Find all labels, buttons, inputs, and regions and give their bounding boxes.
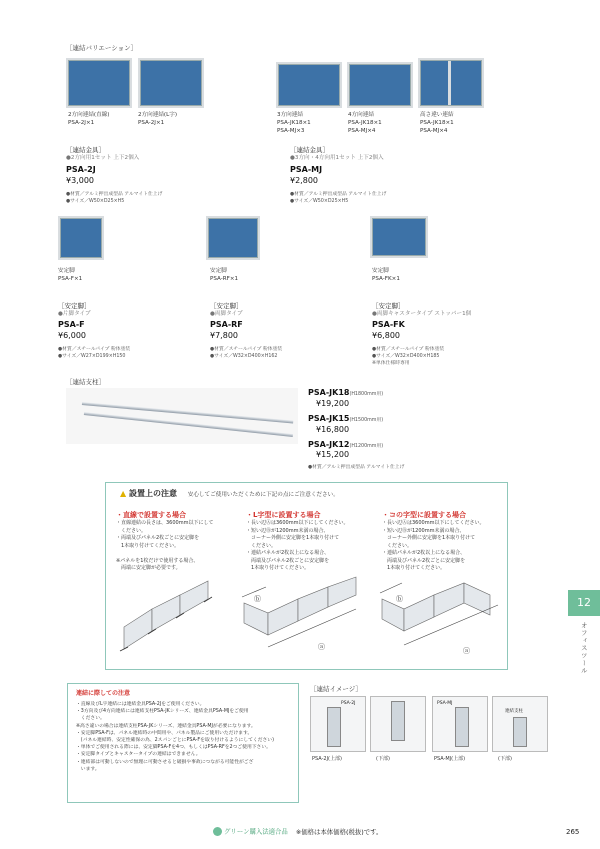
warning-line: ・長い辺Ⓐは3600mm以下にしてください。 bbox=[246, 520, 349, 527]
note-line: ください。 bbox=[76, 716, 105, 722]
green-leaf-icon bbox=[213, 827, 222, 836]
metal-price: ¥3,000 bbox=[66, 176, 94, 186]
image-section-title: ［連結イメージ］ bbox=[310, 685, 362, 693]
image-mj-top: PSA-MJ bbox=[432, 696, 488, 752]
metal-code: PSA-MJ bbox=[290, 165, 323, 175]
warning-line: 両端及びパネル2枚ごとに安定脚を bbox=[246, 557, 330, 564]
footer bbox=[213, 827, 382, 836]
warning-line: 1本取り付けてください。 bbox=[382, 565, 446, 572]
label-b-l: ⓑ bbox=[254, 595, 261, 603]
warning-col-u: ・コの字型に設置する場合 ・長い辺Ⓐは3600mm以下にしてください。 ・短い辺Ⓑが1200mm未満の場合、 コーナー外側に安定脚を1本取り付けて ください。 ・連結パネルが2枚以上になる場合、 両端及びパネル2枚ごとに安定脚を 1本取り付けてください。 bbox=[382, 511, 507, 573]
note-line: ・安定脚PSA-Fは、パネル連結時の中間用や、パネル製品にご使用いただけます。 bbox=[76, 730, 253, 736]
warning-line: ・両端及びパネル2枚ごとに安定脚を bbox=[116, 535, 200, 542]
metal-block-mj bbox=[290, 146, 386, 206]
leg-caption-rf: 安定脚 PSA-RF×1 bbox=[210, 268, 239, 282]
warning-line: ・短い辺Ⓑが1200mm未満の場合、 bbox=[382, 527, 465, 534]
connection-notes-box bbox=[67, 683, 299, 803]
straight-layout-illustration bbox=[114, 601, 234, 661]
metal-sub: ●3方向・4方向用1セット 上下2個入 bbox=[290, 154, 384, 161]
leg-caption-fk: 安定脚 PSA-FK×1 bbox=[372, 268, 400, 282]
warning-line: ください。 bbox=[116, 527, 147, 534]
connector-section-title: ［連結支柱］ bbox=[66, 378, 105, 386]
warning-line: ・短い辺Ⓑが1200mm未満の場合、 bbox=[246, 527, 329, 534]
page-number: 265 bbox=[566, 828, 580, 836]
note-line: ・連結部は可動しないので無理に可動させると破損や事故につながる可能性がござ bbox=[76, 759, 254, 765]
warning-line: 1本取り付けてください。 bbox=[246, 565, 310, 572]
warning-line: 1本取り付けてください。 bbox=[116, 542, 180, 549]
metal-note: ●サイズ／W50×D25×H5 bbox=[290, 198, 349, 204]
notes-title: 連結に際しての注意 bbox=[76, 690, 131, 697]
image-caption-2: (下部) bbox=[376, 756, 390, 762]
posts-list: PSA-JK18(H1800mm用) ¥19,200 PSA-JK15(H1500mm用) ¥16,800 PSA-JK12(H1200mm用) ¥15,200 ●材質／アルミ押出成型品 アルマイト仕上げ bbox=[308, 388, 405, 471]
metal-note: ●材質／アルミ押出成型品 アルマイト仕上げ bbox=[290, 191, 387, 197]
warning-line: ・連結パネルが2枚以上になる場合、 bbox=[382, 550, 466, 557]
warning-line: ※パネルを1枚だけで使用する場合、 bbox=[116, 557, 199, 564]
notes-list bbox=[76, 701, 290, 773]
variation-photo-l bbox=[138, 58, 204, 108]
warning-line: 両端に安定脚が必要です。 bbox=[116, 565, 181, 572]
variation-caption-1: 2方向連結(直線) PSA-2J×1 bbox=[68, 112, 110, 126]
image-2j-top: PSA-2J bbox=[310, 696, 366, 752]
metal-note: ●サイズ／W50×D25×H5 bbox=[66, 198, 125, 204]
note-line: ・3方向及び4方向連結には連結支柱PSA-JKシリーズ、連結金具PSA-MJをご使用 bbox=[76, 709, 249, 715]
warning-line bbox=[116, 550, 236, 558]
footer-green-label: グリーン購入法適合品 bbox=[224, 827, 288, 836]
variation-section-title: ［連結バリエーション］ bbox=[66, 44, 138, 52]
variation-photo-straight bbox=[66, 58, 132, 108]
metal-price: ¥2,800 bbox=[290, 176, 318, 186]
variation-caption-3: 3方向連結 PSA-JK18×1 PSA-MJ×3 bbox=[277, 112, 311, 134]
leg-photo-fk bbox=[370, 216, 428, 258]
image-caption-3: PSA-MJ(上部) bbox=[434, 756, 466, 762]
note-line: ・単体でご使用される際には、安定脚PSA-Fを4つ、もしくはPSA-RFを2つご使用下さい。 bbox=[76, 745, 271, 751]
note-line: ・直線及びL字連結には連結金具PSA-2Jをご使用ください。 bbox=[76, 702, 205, 708]
metal-note: ●材質／アルミ押出成型品 アルマイト仕上げ bbox=[66, 191, 163, 197]
footer-tax-note: ※価格は本体価格(税抜)です。 bbox=[295, 827, 383, 836]
leg-photo-f bbox=[58, 216, 104, 260]
warning-heading: ▲ 設置上の注意 安心してご使用いただくために下記の点にご注意ください。 bbox=[120, 489, 339, 498]
metal-bracket: ［連結金具］ bbox=[66, 146, 105, 154]
warning-line: ・連結パネルが2枚以上になる場合、 bbox=[246, 550, 330, 557]
warning-line: ・直線連結の長さは、3600mm以下にして bbox=[116, 520, 214, 527]
note-line: います。 bbox=[76, 766, 100, 772]
variation-photo-height bbox=[418, 58, 484, 108]
leg-photo-rf bbox=[206, 216, 260, 260]
leg-caption-f: 安定脚 PSA-F×1 bbox=[58, 268, 83, 282]
variation-caption-5: 高さ違い連結 PSA-JK18×1 PSA-MJ×4 bbox=[420, 112, 454, 134]
chapter-tab: 12 bbox=[568, 590, 600, 616]
metal-code: PSA-2J bbox=[66, 165, 96, 175]
label-b-u: ⓑ bbox=[396, 595, 403, 603]
leg-block-f: ［安定脚］ ●片脚タイプ PSA-F ¥6,000 ●材質／スチールパイプ 粉体塗装 ●サイズ／W27×D199×H150 bbox=[58, 302, 131, 359]
metal-bracket: ［連結金具］ bbox=[290, 146, 329, 154]
note-line: ・安定脚タイプとキャスタータイプの連結はできません。 bbox=[76, 752, 201, 758]
variation-caption-2: 2方向連結(L字) PSA-2J×1 bbox=[138, 112, 178, 126]
metal-sub: ●2方向用1セット 上下2個入 bbox=[66, 154, 140, 161]
warning-col-straight: ・直線で設置する場合 ・直線連結の長さは、3600mm以下にして ください。 ・両端及びパネル2枚ごとに安定脚を 1本取り付けてください。 ※パネルを1枚だけで使用する場合、 両端に安定脚が必要です。 bbox=[116, 511, 236, 573]
label-a-u: ⓐ bbox=[463, 647, 470, 655]
warning-line: ・長い辺Ⓐは3600mm以下にしてください。 bbox=[382, 520, 485, 527]
warning-triangle-icon: ▲ bbox=[120, 489, 127, 498]
warning-line: ください。 bbox=[246, 542, 277, 549]
warning-line: ください。 bbox=[382, 542, 413, 549]
warning-line: コーナー外側に安定脚を1本取り付けて bbox=[246, 535, 340, 542]
label-a-l: ⓐ bbox=[318, 643, 325, 651]
leg-block-fk: ［安定脚］ ●両脚キャスタータイプ ストッパー1個 PSA-FK ¥6,800 ●材質／スチールパイプ 粉体塗装 ●サイズ／W32×D400×H185 ※単体仕様時専用 bbox=[372, 302, 472, 366]
warning-line: コーナー外側に安定脚を1本取り付けて bbox=[382, 535, 476, 542]
variation-photo-3way bbox=[276, 62, 342, 108]
note-line: ※高さ違いの場合は連結支柱PSA-JKシリーズ、連結金具PSA-MJが必要になります。 bbox=[76, 723, 256, 729]
image-caption-1: PSA-2J(上部) bbox=[312, 756, 342, 762]
installation-warning-box bbox=[105, 482, 508, 670]
image-caption-4: (下部) bbox=[498, 756, 512, 762]
metal-block-2j bbox=[66, 146, 162, 206]
image-mj-bottom: 連結支柱 bbox=[492, 696, 548, 752]
variation-caption-4: 4方向連結 PSA-JK18×1 PSA-MJ×4 bbox=[348, 112, 382, 134]
warning-line: 両端及びパネル2枚ごとに安定脚を bbox=[382, 557, 466, 564]
image-2j-bottom bbox=[370, 696, 426, 752]
warning-col-l: ・L字型に設置する場合 ・長い辺Ⓐは3600mm以下にしてください。 ・短い辺Ⓑが1200mm未満の場合、 コーナー外側に安定脚を1本取り付けて ください。 ・連結パネルが2枚以上になる場合、 両端及びパネル2枚ごとに安定脚を 1本取り付けてください。 bbox=[246, 511, 371, 573]
chapter-vertical-label: オフィスツール bbox=[579, 622, 588, 675]
leg-block-rf: ［安定脚］ ●両脚タイプ PSA-RF ¥7,800 ●材質／スチールパイプ 粉体塗装 ●サイズ／W32×D400×H162 bbox=[210, 302, 283, 359]
variation-photo-4way bbox=[347, 62, 413, 108]
note-line: (パネル連結時、安定性確保の為、2スパンごとにPSA-Fを取り付けるようにしてください) bbox=[76, 738, 274, 744]
